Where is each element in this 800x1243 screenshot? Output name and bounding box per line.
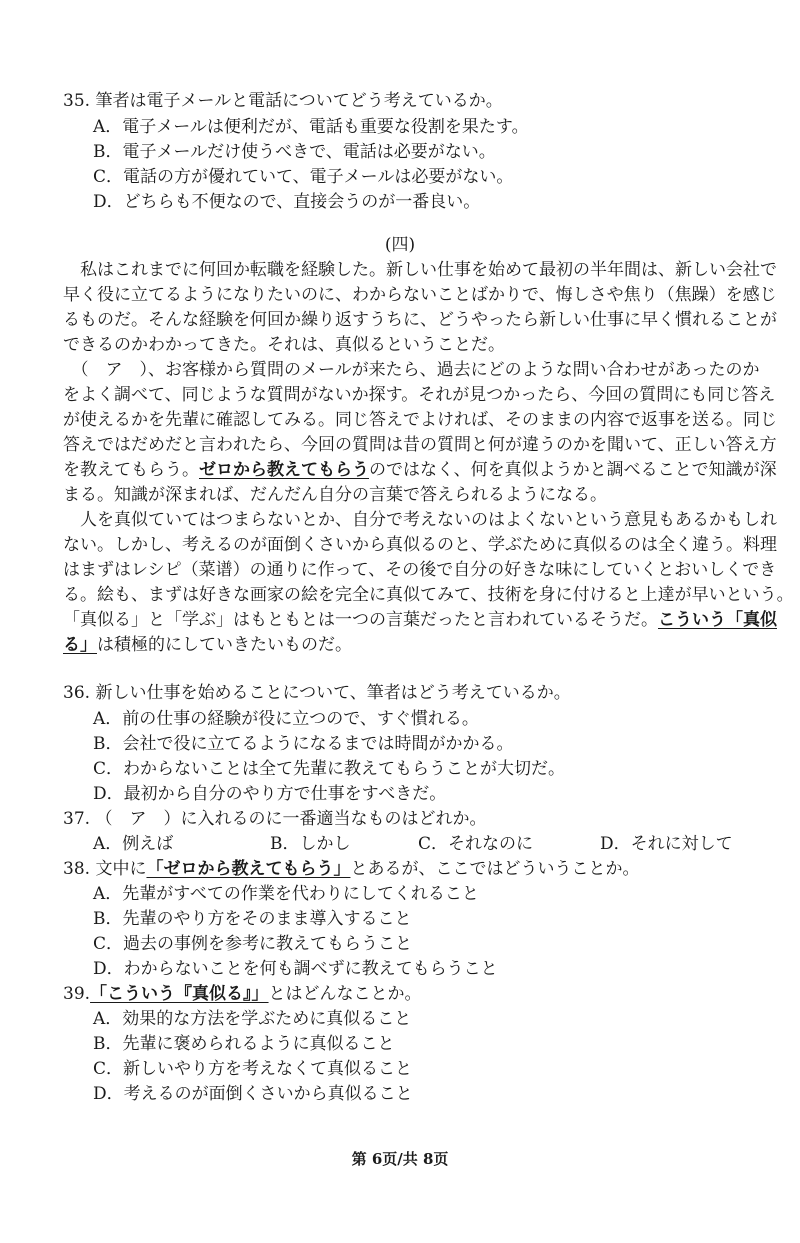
passage-text: を教えてもらう。 bbox=[63, 460, 199, 480]
passage-text: 「真似る」と「学ぶ」はもともとは一つの言葉だったと言われているそうだ。 bbox=[63, 610, 658, 630]
q39-prefix: 39. bbox=[63, 984, 91, 1004]
q39-option-a: A．効果的な方法を学ぶために真似ること bbox=[93, 1009, 412, 1029]
q39-option-c: C．新しいやり方を考えなくて真似ること bbox=[93, 1059, 413, 1079]
q39-suffix: とはどんなことか。 bbox=[268, 984, 422, 1004]
q39-option-b: B．先輩に褒められるように真似ること bbox=[93, 1034, 395, 1054]
passage-line: 答えではだめだと言われたら、今回の質問は昔の質問と何が違うのかを聞いて、正しい答え方 bbox=[63, 435, 777, 455]
passage-line: をよく調べて、同じような質問がないか探す。それが見つかったら、今回の質問にも同じ答え bbox=[63, 385, 776, 405]
passage-line: 人を真似ていてはつまらないとか、自分で考えないのはよくないという意見もあるかもしれ bbox=[63, 510, 777, 530]
passage-line: が使えるかを先輩に確認してみる。同じ答えでよければ、そのままの内容で返事を送る。同じ bbox=[63, 410, 777, 430]
passage-line: はまずはレシピ（菜谱）の通りに作って、その後で自分の好きな味にしていくとおいしくでき bbox=[63, 560, 777, 580]
underlined-phrase-maneru: こういう「真似 bbox=[658, 610, 777, 630]
q36-option-c: C．わからないことは全て先輩に教えてもらうことが大切だ。 bbox=[93, 759, 566, 779]
passage-line bbox=[63, 607, 777, 633]
passage-text: のではなく、何を真似ようかと調べることで知識が深 bbox=[369, 460, 777, 480]
passage-line: （ ア ）、お客様から質問のメールが来たら、過去にどのような問い合わせがあったのか bbox=[63, 360, 760, 380]
passage-line: まる。知識が深まれば、だんだん自分の言葉で答えられるようになる。 bbox=[63, 485, 607, 505]
passage-line: ない。しかし、考えるのが面倒くさいから真似るのと、学ぶために真似るのは全く違う。料理 bbox=[63, 535, 777, 555]
q37-option-b: B．しかし bbox=[270, 834, 351, 854]
page-number: 第 6页/共 8页 bbox=[351, 1150, 449, 1168]
q35-option-a: A．電子メールは便利だが、電話も重要な役割を果たす。 bbox=[93, 117, 529, 137]
q38-suffix: とあるが、ここではどういうことか。 bbox=[350, 859, 640, 879]
q35-option-d: D．どちらも不便なので、直接会うのが一番良い。 bbox=[93, 192, 481, 212]
q39-quote: 「こういう『真似る』」 bbox=[90, 984, 269, 1004]
q35-option-b: B．電子メールだけ使うべきで、電話は必要がない。 bbox=[93, 142, 496, 162]
passage-line: できるのかわかってきた。それは、真似るということだ。 bbox=[63, 335, 505, 355]
passage-text: は積極的にしていきたいものだ。 bbox=[97, 635, 352, 655]
q36-question: 36. 新しい仕事を始めることについて、筆者はどう考えているか。 bbox=[63, 683, 571, 703]
q36-option-a: A．前の仕事の経験が役に立つので、すぐ慣れる。 bbox=[93, 709, 479, 729]
passage-line bbox=[63, 457, 777, 483]
underlined-phrase-zero: ゼロから教えてもらう bbox=[199, 460, 369, 480]
underlined-phrase-maneru-end: る」 bbox=[63, 635, 97, 655]
passage-line: る。絵も、まずは好きな画家の絵を完全に真似てみて、技術を身に付けると上達が早いという。 bbox=[63, 585, 794, 605]
q36-option-d: D．最初から自分のやり方で仕事をすべきだ。 bbox=[93, 784, 447, 804]
passage-line bbox=[63, 632, 352, 658]
q35-option-c: C．電話の方が優れていて、電子メールは必要がない。 bbox=[93, 167, 514, 187]
q35-question: 35. 筆者は電子メールと電話についてどう考えているか。 bbox=[63, 91, 503, 111]
q38-option-a: A．先輩がすべての作業を代わりにしてくれること bbox=[93, 884, 479, 904]
passage-line: るものだ。そんな経験を何回か繰り返すうちに、どうやったら新しい仕事に早く慣れることが bbox=[63, 310, 777, 330]
q38-quote: 「ゼロから教えてもらう」 bbox=[146, 859, 351, 879]
q39-option-d: D．考えるのが面倒くさいから真似ること bbox=[93, 1084, 413, 1104]
passage-heading: (四) bbox=[384, 235, 416, 255]
q38-question bbox=[63, 856, 639, 882]
q39-question bbox=[63, 981, 422, 1007]
passage-line: 私はこれまでに何回か転職を経験した。新しい仕事を始めて最初の半年間は、新しい会社で bbox=[63, 260, 777, 280]
q38-option-b: B．先輩のやり方をそのまま導入すること bbox=[93, 909, 412, 929]
q38-option-c: C．過去の事例を参考に教えてもらうこと bbox=[93, 934, 413, 954]
q37-option-d: D．それに対して bbox=[600, 834, 733, 854]
q36-option-b: B．会社で役に立てるようになるまでは時間がかかる。 bbox=[93, 734, 514, 754]
q38-prefix: 38. 文中に bbox=[63, 859, 147, 879]
q37-option-a: A．例えば bbox=[93, 834, 174, 854]
q38-option-d: D．わからないことを何も調べずに教えてもらうこと bbox=[93, 959, 498, 979]
q37-option-c: C．それなのに bbox=[418, 834, 534, 854]
passage-line: 早く役に立てるようになりたいのに、わからないことばかりで、悔しさや焦り（焦躁）を感じ bbox=[63, 285, 777, 305]
q37-question: 37. （ ア ）に入れるのに一番適当なものはどれか。 bbox=[63, 809, 487, 829]
